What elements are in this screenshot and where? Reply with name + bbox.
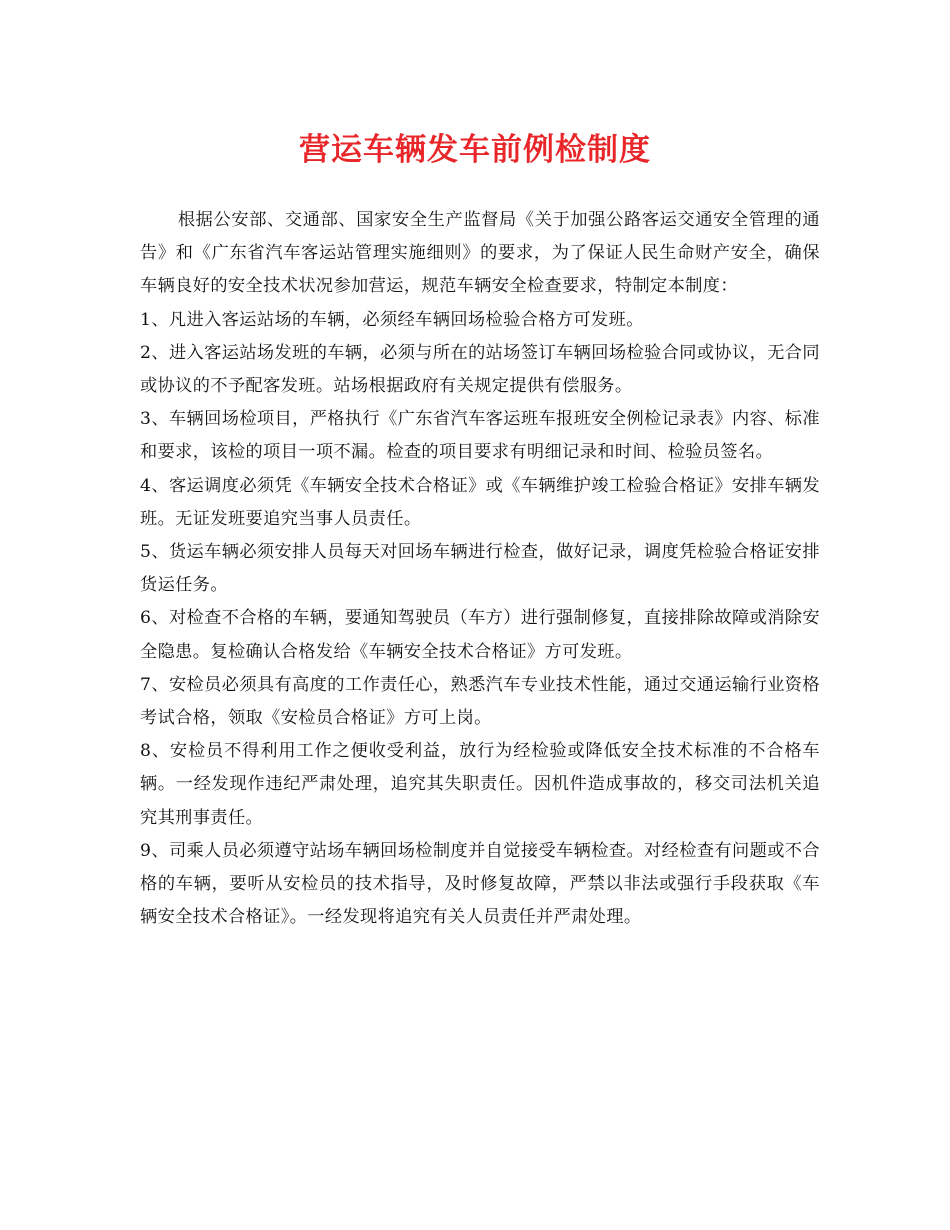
rule-item-8: 8、安检员不得利用工作之便收受利益，放行为经检验或降低安全技术标准的不合格车辆。一经发现作违纪严肃处理，追究其失职责任。因机件造成事故的，移交司法机关追究其刑事责任。 xyxy=(140,741,820,828)
document-title: 营运车辆发车前例检制度 xyxy=(299,132,651,168)
rule-item-5: 5、货运车辆必须安排人员每天对回场车辆进行检查，做好记录，调度凭检验合格证安排货运任务。 xyxy=(140,542,820,596)
rule-item-9: 9、司乘人员必须遵守站场车辆回场检制度并自觉接受车辆检查。对经检查有问题或不合格的车辆，要听从安检员的技术指导，及时修复故障，严禁以非法或强行手段获取《车辆安全技术合格证》。一经发现将追究有关人员责任并严肃处理。 xyxy=(140,840,820,928)
rule-item-3: 3、车辆回场检项目，严格执行《广东省汽车客运班车报班安全例检记录表》内容、标准和要求，该检的项目一项不漏。检查的项目要求有明细记录和时间、检验员签名。 xyxy=(140,409,820,463)
rule-item-6: 6、对检查不合格的车辆，要通知驾驶员（车方）进行强制修复，直接排除故障或消除安全隐患。复检确认合格发给《车辆安全技术合格证》方可发班。 xyxy=(140,608,820,662)
document-body xyxy=(140,204,820,934)
rule-item-4: 4、客运调度必须凭《车辆安全技术合格证》或《车辆维护竣工检验合格证》安排车辆发班。无证发班要追究当事人员责任。 xyxy=(140,475,820,529)
rule-item-7: 7、安检员必须具有高度的工作责任心，熟悉汽车专业技术性能，通过交通运输行业资格考试合格，领取《安检员合格证》方可上岗。 xyxy=(140,674,820,729)
rule-item-2: 2、进入客运站场发班的车辆，必须与所在的站场签订车辆回场检验合同或协议，无合同或协议的不予配客发班。站场根据政府有关规定提供有偿服务。 xyxy=(140,342,820,397)
rule-item-1: 1、凡进入客运站场的车辆，必须经车辆回场检验合格方可发班。 xyxy=(140,309,644,330)
intro-paragraph: 根据公安部、交通部、国家安全生产监督局《关于加强公路客运交通安全管理的通告》和《广东省汽车客运站管理实施细则》的要求，为了保证人民生命财产安全，确保车辆良好的安全技术状况参加营运，规范车辆安全检查要求，特制定本制度： xyxy=(140,210,820,297)
